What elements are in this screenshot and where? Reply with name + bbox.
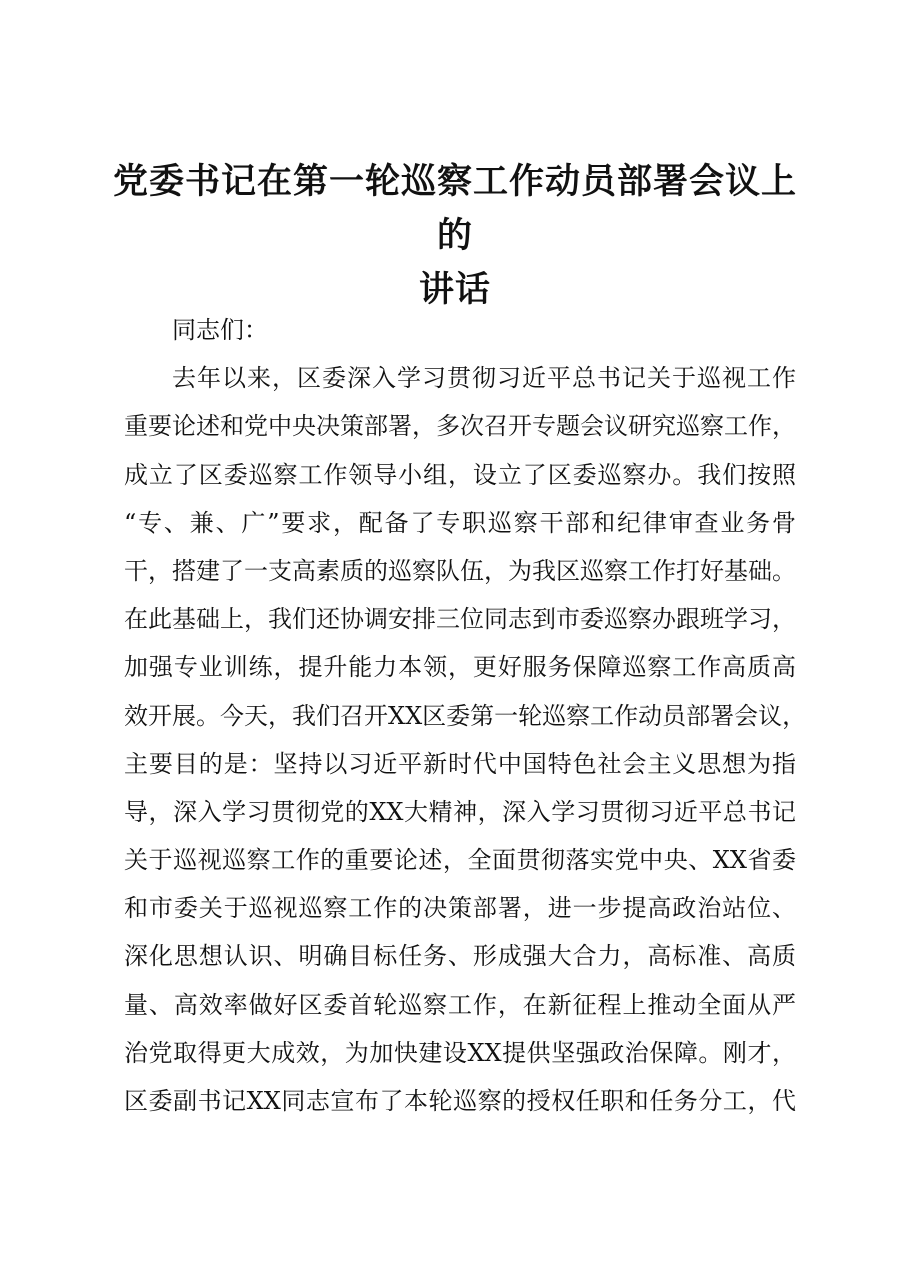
paragraph-line: 导，深入学习贯彻党的XX大精神，深入学习贯彻习近平总书记	[124, 797, 796, 826]
paragraph-line: 去年以来，区委深入学习贯彻习近平总书记关于巡视工作	[172, 364, 796, 393]
paragraph-line: 主要目的是：坚持以习近平新时代中国特色社会主义思想为指	[124, 749, 796, 778]
document-title	[110, 155, 800, 317]
paragraph-line: 成立了区委巡察工作领导小组，设立了区委巡察办。我们按照	[124, 460, 796, 489]
paragraph-line: 加强专业训练，提升能力本领，更好服务保障巡察工作高质高	[124, 653, 796, 682]
paragraph-line: 深化思想认识、明确目标任务、形成强大合力，高标准、高质	[124, 942, 796, 971]
salutation: 同志们：	[172, 316, 268, 344]
title-line-1: 党委书记在第一轮巡察工作动员部署会议上的	[112, 161, 797, 256]
paragraph-line: 治党取得更大成效，为加快建设XX提供坚强政治保障。刚才，	[124, 1038, 796, 1067]
paragraph-line: 关于巡视巡察工作的重要论述，全面贯彻落实党中央、XX省委	[124, 846, 796, 875]
title-line-2: 讲话	[418, 269, 491, 310]
paragraph-line: 区委副书记XX同志宣布了本轮巡察的授权任职和任务分工，代	[124, 1087, 796, 1115]
paragraph-line: 和市委关于巡视巡察工作的决策部署，进一步提高政治站位、	[124, 894, 796, 923]
paragraph-line: 效开展。今天，我们召开XX区委第一轮巡察工作动员部署会议，	[124, 701, 807, 730]
document-body	[124, 306, 807, 1125]
paragraph-line: “专、兼、广”要求，配备了专职巡察干部和纪律审查业务骨	[124, 508, 796, 537]
paragraph-line: 重要论述和党中央决策部署，多次召开专题会议研究巡察工作，	[124, 412, 796, 441]
paragraph-line: 在此基础上，我们还协调安排三位同志到市委巡察办跟班学习，	[124, 605, 796, 634]
paragraph-line: 干，搭建了一支高素质的巡察队伍，为我区巡察工作打好基础。	[124, 556, 796, 585]
paragraph-line: 量、高效率做好区委首轮巡察工作，在新征程上推动全面从严	[124, 990, 796, 1019]
